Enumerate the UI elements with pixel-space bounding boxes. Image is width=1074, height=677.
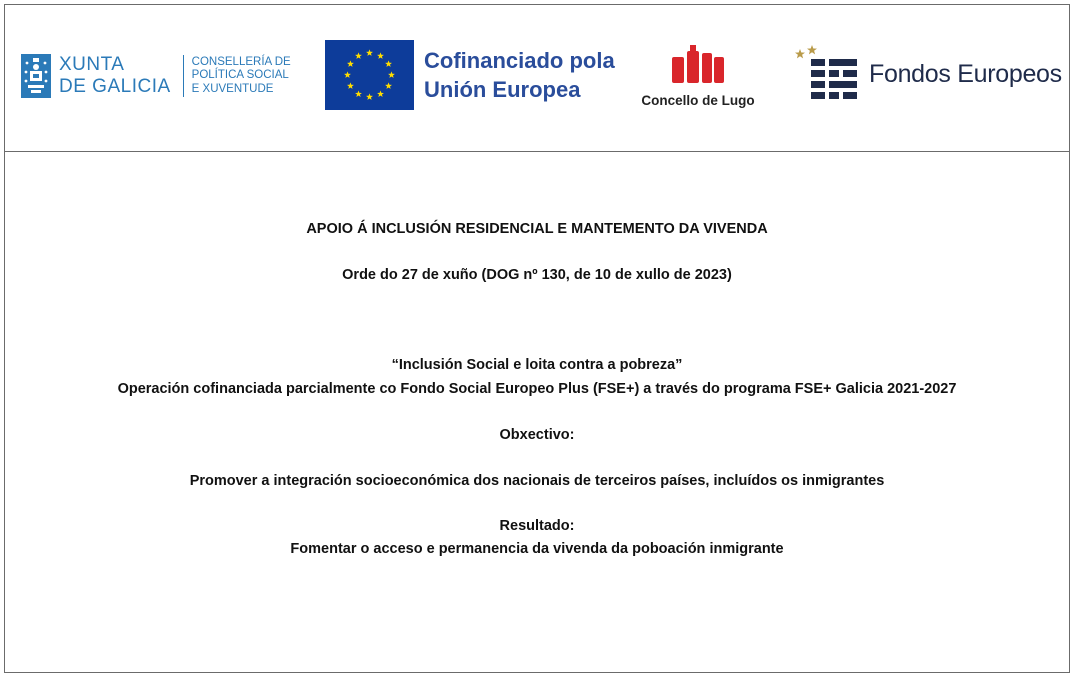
eu-text	[424, 46, 615, 104]
fondos-europeos-icon	[795, 43, 861, 105]
result-label: Resultado:	[499, 518, 575, 534]
xunta-dept-line2: POLÍTICA SOCIAL	[191, 69, 289, 82]
eu-cofinancing-logo	[325, 40, 615, 110]
eu-flag-icon	[325, 40, 414, 110]
eu-text-line1: Cofinanciado pola	[424, 48, 615, 73]
xunta-logo	[21, 53, 291, 99]
concello-lugo-logo	[635, 43, 761, 108]
fondos-europeos-logo	[795, 43, 1062, 105]
xunta-name-line2: DE GALICIA	[59, 76, 171, 97]
xunta-name	[59, 54, 171, 98]
document-frame	[4, 4, 1070, 673]
xunta-dept-line1: CONSELLERÍA DE	[191, 55, 291, 68]
objective-text: Promover a integración socioeconómica dos nacionais de terceiros países, incluídos os inmigrantes	[189, 473, 885, 489]
order-reference: Orde do 27 de xuño (DOG nº 130, de 10 de xullo de 2023)	[342, 267, 732, 283]
operation-statement: Operación cofinanciada parcialmente co Fondo Social Europeo Plus (FSE+) a través do programa FSE+ Galicia 2021-2027	[117, 381, 957, 397]
lugo-walls-icon	[668, 43, 728, 85]
document-title: APOIO Á INCLUSIÓN RESIDENCIAL E MANTEMENTO DA VIVENDA	[306, 221, 768, 237]
xunta-divider	[183, 55, 184, 97]
eu-text-line2: Unión Europea	[424, 77, 581, 102]
xunta-shield-icon	[21, 54, 51, 98]
xunta-department	[192, 56, 291, 97]
xunta-name-line1: XUNTA	[59, 54, 125, 75]
program-quote: “Inclusión Social e loita contra a pobreza”	[391, 357, 683, 373]
objective-label: Obxectivo:	[499, 427, 575, 443]
xunta-dept-line3: E XUVENTUDE	[191, 82, 274, 95]
result-text: Fomentar o acceso e permanencia da vivenda da poboación inmigrante	[290, 541, 784, 557]
lugo-name: Concello de Lugo	[641, 93, 755, 108]
logo-header	[5, 5, 1069, 152]
fondos-europeos-name: Fondos Europeos	[869, 59, 1062, 88]
